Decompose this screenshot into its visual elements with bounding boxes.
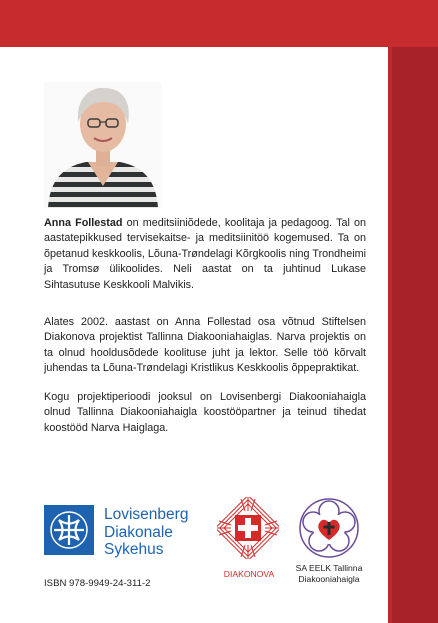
eelk-label-line-2: Diakooniahaigla [298,573,360,584]
back-cover-page [0,47,388,623]
book-spine [392,47,438,623]
author-name: Anna Follestad [44,217,123,229]
paragraph-narva-project: Alates 2002. aastast on Anna Follestad osa võtnud Stiftelsen Diakonova projektist Tallinna Diakooniahaiglas. Narva projektis on ta olnud hooldusõdede koolituse juht ja lektor. Selle töö kõrvalt juhendas ta Lõuna-Trøndelagi Kristlikus Keskkoolis õppepraktikat. [44,316,366,375]
cover-top-band [0,0,438,47]
lovisenberg-line-1: Lovisenberg [104,506,189,523]
lovisenberg-cross-icon [44,505,94,555]
diakonova-logo [217,497,279,559]
diakonova-cross-icon [217,497,279,559]
eelk-logo [298,497,360,559]
author-bio-text: on meditsiiniõdede, koolitaja ja pedagoog. Tal on aastatepikkused tervisekaitse- ja meditsiinitöö kogemused. Ta on õpetanud keskkoolis, Lõuna-Trøndelagi Kõrgkoolis ning Trondheimi ja Tromsø ülikoolides. Neli aastat on ta juhtinud Lukase Sihtasutuse Keskkooli Malvikis. [44,217,367,291]
eelk-label [284,563,374,584]
luther-rose-icon [298,497,360,559]
lovisenberg-line-2: Diakonale [104,523,173,541]
author-portrait-icon [44,82,162,208]
lovisenberg-line-3: Sykehus [104,541,164,558]
eelk-label-line-1: SA EELK Tallinna [295,563,363,573]
lovisenberg-logo [44,505,94,555]
lovisenberg-name [104,506,188,559]
author-photo [44,82,162,208]
isbn: ISBN 978-9949-24-311-2 [44,578,151,589]
diakonova-label: DIAKONOVA [223,569,275,579]
paragraph-partnership: Kogu projektiperioodi jooksul on Lovisenbergi Diakooniahaigla olnud Tallinna Diakooniahaigla koostööpartner ja teinud tihedat koostööd Narva Haiglaga. [44,391,366,434]
author-bio [44,216,366,293]
